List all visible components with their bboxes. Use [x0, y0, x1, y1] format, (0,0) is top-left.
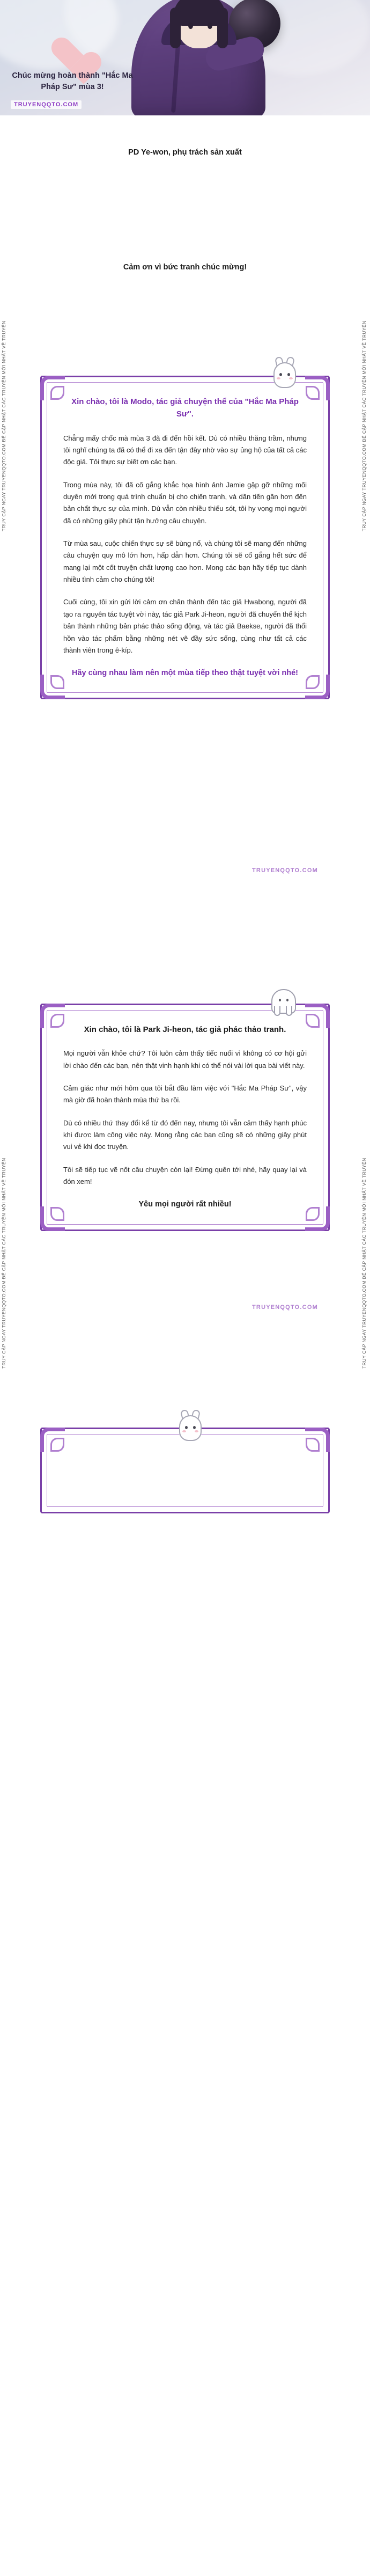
producer-credit-line: PD Ye-won, phụ trách sản xuất — [128, 148, 242, 157]
eye-right — [208, 23, 212, 29]
mascot-eye-right — [287, 373, 290, 376]
flourish-ornament — [50, 386, 64, 400]
letter-paragraph: Cuối cùng, tôi xin gửi lời cảm ơn chân thành đến tác giả Hwabong, người đã tạo ra nguyên tác tuyệt vời này, tác giả Park Ji-heon, người đã chuyển thể kịch bản thành những bản phác thảo sống động, và tác giả Baekse, người đã thổi hồn vào tác phẩm bằng những nét vẽ đầy sức sống, cùng như tất cả các thành viên trong ê-kíp. — [63, 598, 307, 654]
letter-paragraph: Dù có nhiều thứ thay đổi kể từ đó đến nay, nhưng tôi vẫn cảm thấy hạnh phúc khi được làm công việc này. Mong rằng các bạn cũng sẽ có những giây phút vui vẻ khi đọc truyện. — [63, 1118, 307, 1151]
letter-card-next — [40, 1428, 330, 1513]
letter-body-parkjiheon — [42, 1005, 328, 1230]
mascot-eye-left — [185, 1426, 188, 1429]
tooth-leg-left — [274, 1006, 280, 1016]
letter-heading-modo: Xin chào, tôi là Modo, tác giả chuyện thể của "Hắc Ma Pháp Sư". — [71, 397, 299, 419]
card-inner-border — [47, 1434, 323, 1507]
letter-paragraph: Mọi người vẫn khỏe chứ? Tôi luôn cảm thấy tiếc nuối vì không có cơ hội gửi lời chào đến các bạn, nên thật vinh hạnh khi có thể nói vài lời qua bài viết này. — [63, 1049, 307, 1070]
letter-paragraph: Trong mùa này, tôi đã cố gắng khắc họa hình ảnh Jamie gặp gỡ những mối duyên mới trong quá trình chuẩn bị cho chiến tranh, và dần tiến gần hơn đến bản chất thực sự của mình. Dù vẫn còn nhiều thiếu sót, tôi hy vọng mọi người đã có những giây phút tận hưởng câu chuyện. — [63, 480, 307, 525]
flourish-ornament — [50, 675, 64, 689]
letter-paragraph: Cảm giác như mới hôm qua tôi bắt đầu làm việc với "Hắc Ma Pháp Sư", vậy mà giờ đã hoàn thành mùa thứ ba rồi. — [63, 1084, 307, 1104]
hero-caption: Chúc mừng hoàn thành "Hắc Ma Pháp Sư" mùa 3! — [12, 71, 133, 91]
flourish-ornament — [306, 386, 320, 400]
mascot-eye-right — [193, 1426, 196, 1429]
flourish-ornament — [50, 1207, 64, 1221]
letter-body-modo — [42, 377, 328, 698]
letter-paragraph: Từ mùa sau, cuộc chiến thực sự sẽ bùng nổ, và chúng tôi sẽ mang đến những câu chuyện quy mô lớn hơn, hấp dẫn hơn. Chúng tôi sẽ cố gắng hết sức để mang lại một cốt truyện chất lượng cao hơn. Mong các bạn hãy tiếp tục dành nhiều tình cảm cho chúng tôi! — [63, 539, 307, 584]
heart-icon — [49, 39, 89, 74]
letter-card-parkjiheon — [40, 1004, 330, 1231]
tooth-eye-right — [286, 999, 288, 1001]
flourish-ornament — [50, 1014, 64, 1028]
letter-heading-parkjiheon: Xin chào, tôi là Park Ji-heon, tác giả phác thảo tranh. — [84, 1025, 286, 1034]
letter-closing-modo: Hãy cùng nhau làm nên một mùa tiếp theo thật tuyệt vời nhé! — [72, 669, 298, 678]
flourish-ornament — [306, 1438, 320, 1452]
mascot-eye-left — [279, 373, 282, 376]
watermark-logo: TRUYENQQTO.COM — [11, 100, 82, 109]
letter-paragraph: Chẳng mấy chốc mà mùa 3 đã đi đến hồi kết. Dù có nhiều thăng trầm, nhưng tôi nghĩ chúng ta đã có thể đi xa đến tận đây nhờ vào sự ủng hộ của tất cả các độc giả. Tôi thực sự biết ơn các bạn. — [63, 434, 307, 466]
tooth-leg-right — [286, 1006, 292, 1016]
dark-magician-figure — [110, 0, 287, 115]
side-promo-strip-left-2: TRUY CẬP NGAY TRUYENQQTO.COM ĐỂ CẬP NHẬT CÁC TRUYỆN MỚI NHẤT VỀ TRUYỆN — [1, 1158, 6, 1368]
mascot-body — [179, 1415, 202, 1441]
watermark-logo: TRUYENQQTO.COM — [252, 867, 318, 874]
side-promo-strip-right-2: TRUY CẬP NGAY TRUYENQQTO.COM ĐỂ CẬP NHẬT CÁC TRUYỆN MỚI NHẤT VỀ TRUYỆN — [361, 1158, 367, 1368]
hero-illustration — [0, 0, 370, 115]
flourish-ornament — [306, 1207, 320, 1221]
letter-paragraph: Tôi sẽ tiếp tục vẽ nốt câu chuyện còn lại! Đừng quên tới nhé, hãy quay lại và đón xem! — [63, 1165, 307, 1186]
side-promo-strip-right-1: TRUY CẬP NGAY TRUYENQQTO.COM ĐỂ CẬP NHẬT CÁC TRUYỆN MỚI NHẤT VỀ TRUYỆN — [361, 320, 367, 531]
watermark-logo: TRUYENQQTO.COM — [252, 1304, 318, 1311]
mascot-cheek-right — [195, 1430, 198, 1432]
letter-card-modo — [40, 376, 330, 699]
mascot-body — [273, 362, 296, 388]
flourish-ornament — [50, 1438, 64, 1452]
mascot-cheek-right — [289, 377, 293, 379]
hair-side-right — [217, 8, 228, 48]
flourish-ornament — [306, 1014, 320, 1028]
hair-side-left — [170, 8, 181, 48]
tooth-mascot-icon — [271, 989, 296, 1017]
cat-mascot-icon — [270, 357, 299, 390]
tooth-eye-left — [279, 999, 281, 1001]
side-promo-strip-left-1: TRUY CẬP NGAY TRUYENQQTO.COM ĐỂ CẬP NHẬT CÁC TRUYỆN MỚI NHẤT VỀ TRUYỆN — [1, 320, 6, 531]
cat-mascot-icon — [176, 1410, 205, 1443]
thanks-note-line: Cảm ơn vì bức tranh chúc mừng! — [123, 263, 247, 272]
mascot-cheek-left — [182, 1430, 186, 1432]
letter-closing-parkjiheon: Yêu mọi người rất nhiều! — [138, 1200, 232, 1209]
eye-left — [188, 23, 193, 29]
mascot-cheek-left — [277, 377, 280, 379]
